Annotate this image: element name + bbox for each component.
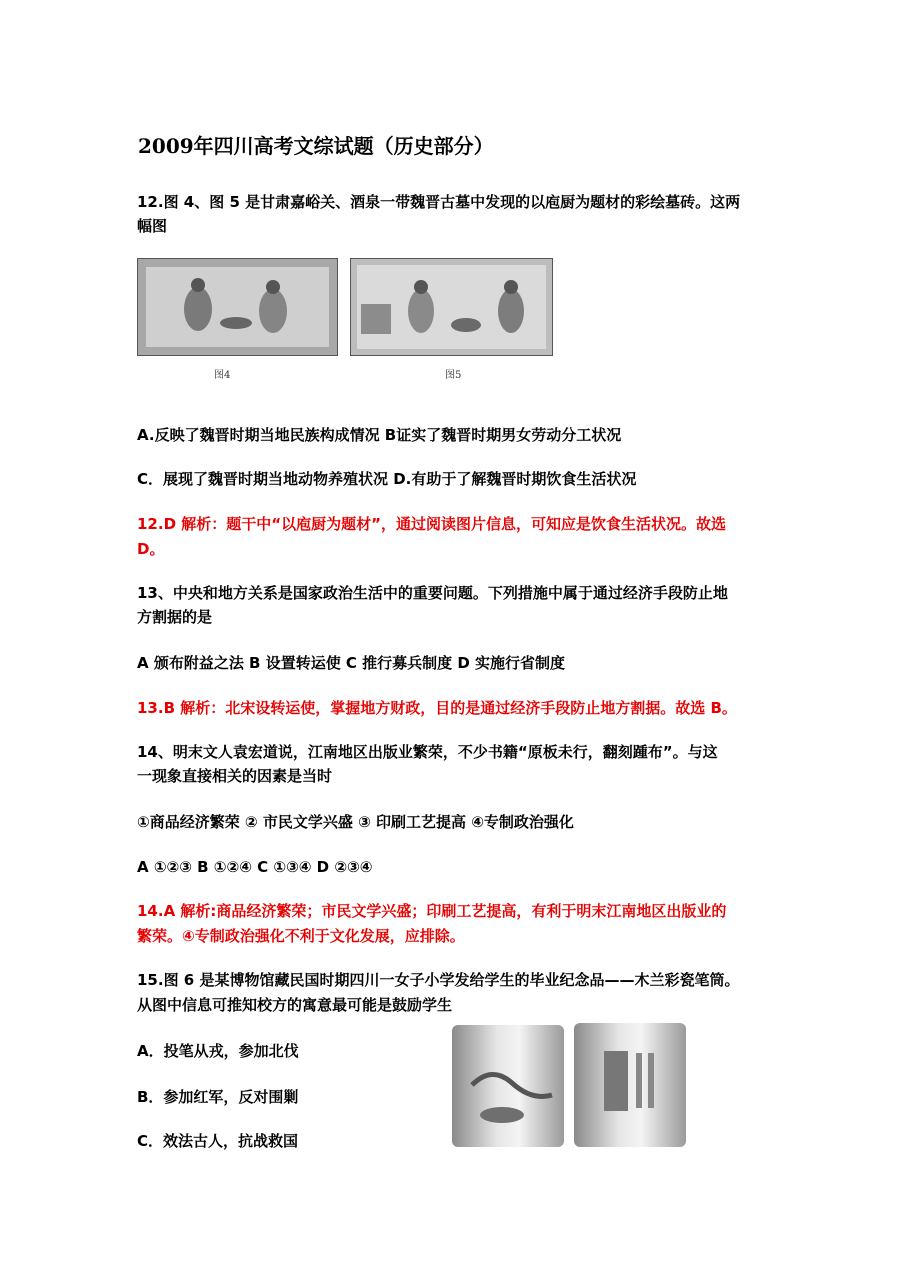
q15-option-b: B．参加红军，反对围剿: [137, 1088, 299, 1106]
q12-options-ab: A.反映了魏晋时期当地民族构成情况 B证实了魏晋时期男女劳动分工状况: [137, 426, 622, 444]
q14-answer-line1: 14.A 解析:商品经济繁荣；市民文学兴盛；印刷工艺提高，有利于明末江南地区出版业的: [137, 902, 727, 920]
page-title: 2009年四川高考文综试题（历史部分）: [138, 134, 494, 158]
pen-holder-right-image: [574, 1023, 686, 1147]
figure-4-caption: 图4: [214, 370, 231, 381]
q13-stem-line1: 13、中央和地方关系是国家政治生活中的重要问题。下列措施中属于通过经济手段防止地: [137, 584, 728, 602]
q12-options-cd: C．展现了魏晋时期当地动物养殖状况 D.有助于了解魏晋时期饮食生活状况: [137, 470, 637, 488]
q15-option-c: C．效法古人，抗战救国: [137, 1132, 299, 1150]
figure-5-image: [350, 258, 553, 356]
q15-stem-line1: 15.图 6 是某博物馆藏民国时期四川一女子小学发给学生的毕业纪念品——木兰彩瓷笔筒。: [137, 971, 740, 989]
figure-4-image: [137, 258, 338, 356]
q13-stem-line2: 方割据的是: [137, 608, 213, 626]
q12-answer-line1: 12.D 解析：题干中“以庖厨为题材”，通过阅读图片信息，可知应是饮食生活状况。故选: [137, 515, 726, 533]
q14-stem-line2: 一现象直接相关的因素是当时: [137, 767, 333, 785]
q12-stem-line1: 12.图 4、图 5 是甘肃嘉峪关、酒泉一带魏晋古墓中发现的以庖厨为题材的彩绘墓砖。这两: [137, 193, 741, 211]
q14-items: ①商品经济繁荣 ② 市民文学兴盛 ③ 印刷工艺提高 ④专制政治强化: [137, 813, 574, 831]
q14-answer-line2: 繁荣。④专制政治强化不利于文化发展，应排除。: [137, 927, 465, 945]
q14-stem-line1: 14、明末文人袁宏道说，江南地区出版业繁荣，不少书籍“原板未行，翻刻踵布”。与这: [137, 743, 718, 761]
q15-stem-line2: 从图中信息可推知校方的寓意最可能是鼓励学生: [137, 996, 453, 1014]
q13-answer: 13.B 解析：北宋设转运使，掌握地方财政，目的是通过经济手段防止地方割据。故选 B。: [137, 699, 737, 717]
figure-5-caption: 图5: [445, 370, 462, 381]
q13-options: A 颁布附益之法 B 设置转运使 C 推行募兵制度 D 实施行省制度: [137, 654, 566, 672]
q14-options: A ①②③ B ①②④ C ①③④ D ②③④: [137, 858, 373, 876]
q12-stem-line2: 幅图: [137, 217, 168, 235]
pen-holder-left-image: [452, 1025, 564, 1147]
q15-option-a: A．投笔从戎，参加北伐: [137, 1042, 299, 1060]
q12-answer-line2: D。: [137, 540, 165, 558]
